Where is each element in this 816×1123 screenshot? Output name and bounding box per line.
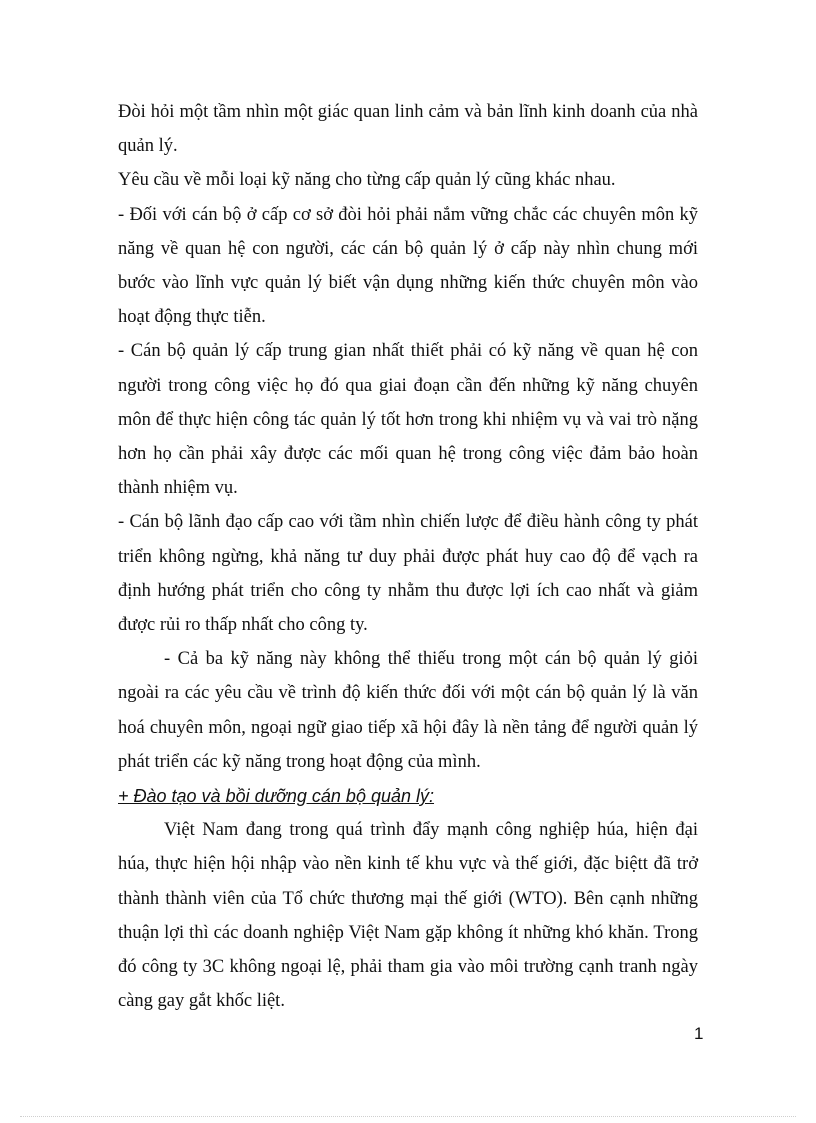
paragraph-top-level: - Cán bộ lãnh đạo cấp cao với tầm nhìn chiến lược để điều hành công ty phát triển không ngừng, khả năng tư duy phải được phát huy cao độ để vạch ra định hướng phát triển cho công ty nhằm thu được lợi ích cao nhất và giảm được rủi ro thấp nhất cho công ty. [118, 512, 698, 636]
document-body [118, 95, 698, 1018]
section-heading: + Đào tạo và bồi dưỡng cán bộ quản lý: [118, 786, 435, 807]
paragraph-basic-level: - Đối với cán bộ ở cấp cơ sở đòi hỏi phải nắm vững chắc các chuyên môn kỹ năng về quan hệ con người, các cán bộ quản lý ở cấp này nhìn chung mới bước vào lĩnh vực quản lý biết vận dụng những kiến thức chuyên môn vào hoạt động thực tiễn. [118, 204, 698, 328]
paragraph-vision: Đòi hỏi một tầm nhìn một giác quan linh cảm và bản lĩnh kinh doanh của nhà quản lý. [118, 102, 698, 157]
page-bottom-divider [20, 1116, 796, 1117]
paragraph-three-skills: - Cả ba kỹ năng này không thể thiếu trong một cán bộ quản lý giỏi ngoài ra các yêu cầu về trình độ kiến thức đối với một cán bộ quản lý là văn hoá chuyên môn, ngoại ngữ giao tiếp xã hội đây là nền tảng để người quản lý phát triển các kỹ năng trong hoạt động của mình. [118, 649, 698, 772]
paragraph-skill-requirements: Yêu cầu về mỗi loại kỹ năng cho từng cấp quản lý cũng khác nhau. [118, 170, 616, 191]
page-number: 1 [694, 1024, 704, 1043]
paragraph-middle-level: - Cán bộ quản lý cấp trung gian nhất thiết phải có kỹ năng về quan hệ con người trong công việc họ đó qua giai đoạn cần đến những kỹ năng chuyên môn để thực hiện công tác quản lý tốt hơn trong khi nhiệm vụ và vai trò nặng hơn họ cần phải xây được các mối quan hệ trong công việc đảm bảo hoàn thành nhiệm vụ. [118, 341, 698, 499]
paragraph-vietnam-context: Việt Nam đang trong quá trình đẩy mạnh công nghiệp húa, hiện đại húa, thực hiện hội nhập vào nền kinh tế khu vực và thế giới, đặc biệtt đã trở thành thành viên của Tổ chức thương mại thế giới (WTO). Bên cạnh những thuận lợi thì các doanh nghiệp Việt Nam gặp không ít những khó khăn. Trong đó công ty 3C không ngoại lệ, phải tham gia vào môi trường cạnh tranh ngày càng gay gắt khốc liệt. [118, 820, 698, 1012]
